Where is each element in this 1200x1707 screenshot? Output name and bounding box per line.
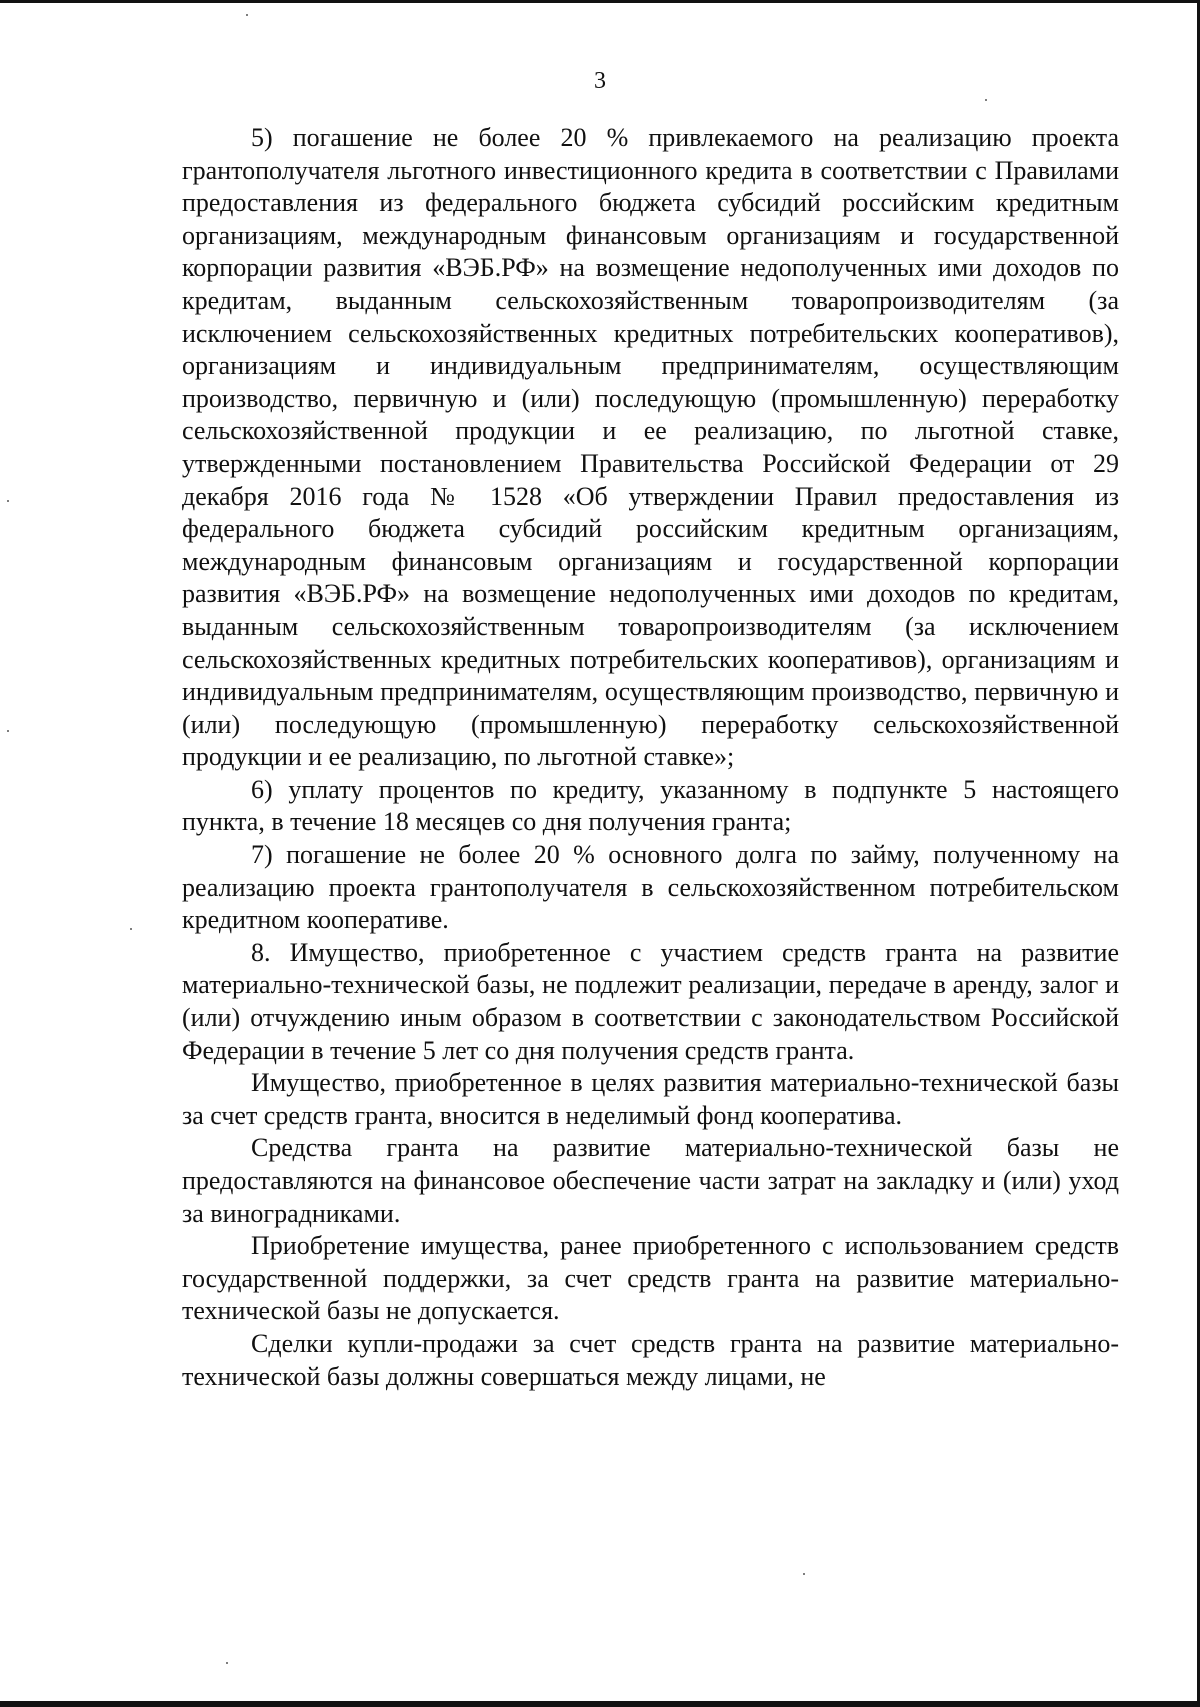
scan-border-bottom: [0, 1701, 1200, 1707]
paragraph-state-support: Приобретение имущества, ранее приобретенного с использованием средств государственной поддержки, за счет средств гранта на развитие материально-технической базы не допускается.: [182, 1231, 1119, 1326]
scan-speck: [246, 14, 248, 16]
document-body: [182, 122, 1119, 1393]
paragraph-vineyards: Средства гранта на развитие материально-технической базы не предоставляются на финансовое обеспечение части затрат на закладку и (или) уход за виноградниками.: [182, 1133, 1119, 1228]
scan-border-top: [0, 0, 1200, 3]
scan-speck: [7, 730, 9, 732]
page-number: 3: [594, 68, 606, 94]
paragraph-item-8: 8. Имущество, приобретенное с участием средств гранта на развитие материально-технической базы, не подлежит реализации, передаче в аренду, залог и (или) отчуждению иным образом в соответствии с законодательством Российской Федерации в течение 5 лет со дня получения средств гранта.: [182, 937, 1119, 1065]
scan-speck: [985, 99, 987, 101]
scan-speck: [803, 1573, 805, 1575]
scan-speck: [226, 1662, 228, 1664]
paragraph-subitem-6: 6) уплату процентов по кредиту, указанному в подпункте 5 настоящего пункта, в течение 18 месяцев со дня получения гранта;: [182, 774, 1119, 837]
paragraph-property-fund: Имущество, приобретенное в целях развития материально-технической базы за счет средств гранта, вносится в неделимый фонд кооператива.: [182, 1068, 1119, 1130]
paragraph-subitem-5: 5) погашение не более 20 % привлекаемого на реализацию проекта грантополучателя льготного инвестиционного кредита в соответствии с Правилами предоставления из федерального бюджета субсидий российским кредитным организациям, международным финансовым организациям и государственной корпорации развития «ВЭБ.РФ» на возмещение недополученных ими доходов по кредитам, выданным сельскохозяйственным товаропроизводителям (за исключением сельскохозяйственных кредитных потребительских кооперативов), организациям и индивидуальным предпринимателям, осуществляющим производство, первичную и (или) последующую (промышленную) переработку сельскохозяйственной продукции и ее реализацию, по льготной ставке, утвержденными постановлением Правительства Российской Федерации от 29 декабря 2016 года № 1528 «Об утверждении Правил предоставления из федерального бюджета субсидий российским кредитным организациям, международным финансовым организациям и государственной корпорации развития «ВЭБ.РФ» на возмещение недополученных ими доходов по кредитам, выданным сельскохозяйственным товаропроизводителям (за исключением сельскохозяйственных кредитных потребительских кооперативов), организациям и индивидуальным предпринимателям, осуществляющим производство, первичную и (или) последующую (промышленную) переработку сельскохозяйственной продукции и ее реализацию, по льготной ставке»;: [182, 123, 1119, 772]
scan-speck: [130, 928, 132, 930]
paragraph-transactions: Сделки купли-продажи за счет средств гранта на развитие материально-технической базы должны совершаться между лицами, не: [182, 1328, 1119, 1391]
scan-speck: [7, 500, 9, 502]
paragraph-subitem-7: 7) погашение не более 20 % основного долга по займу, полученному на реализацию проекта грантополучателя в сельскохозяйственном потребительском кредитном кооперативе.: [182, 840, 1119, 935]
